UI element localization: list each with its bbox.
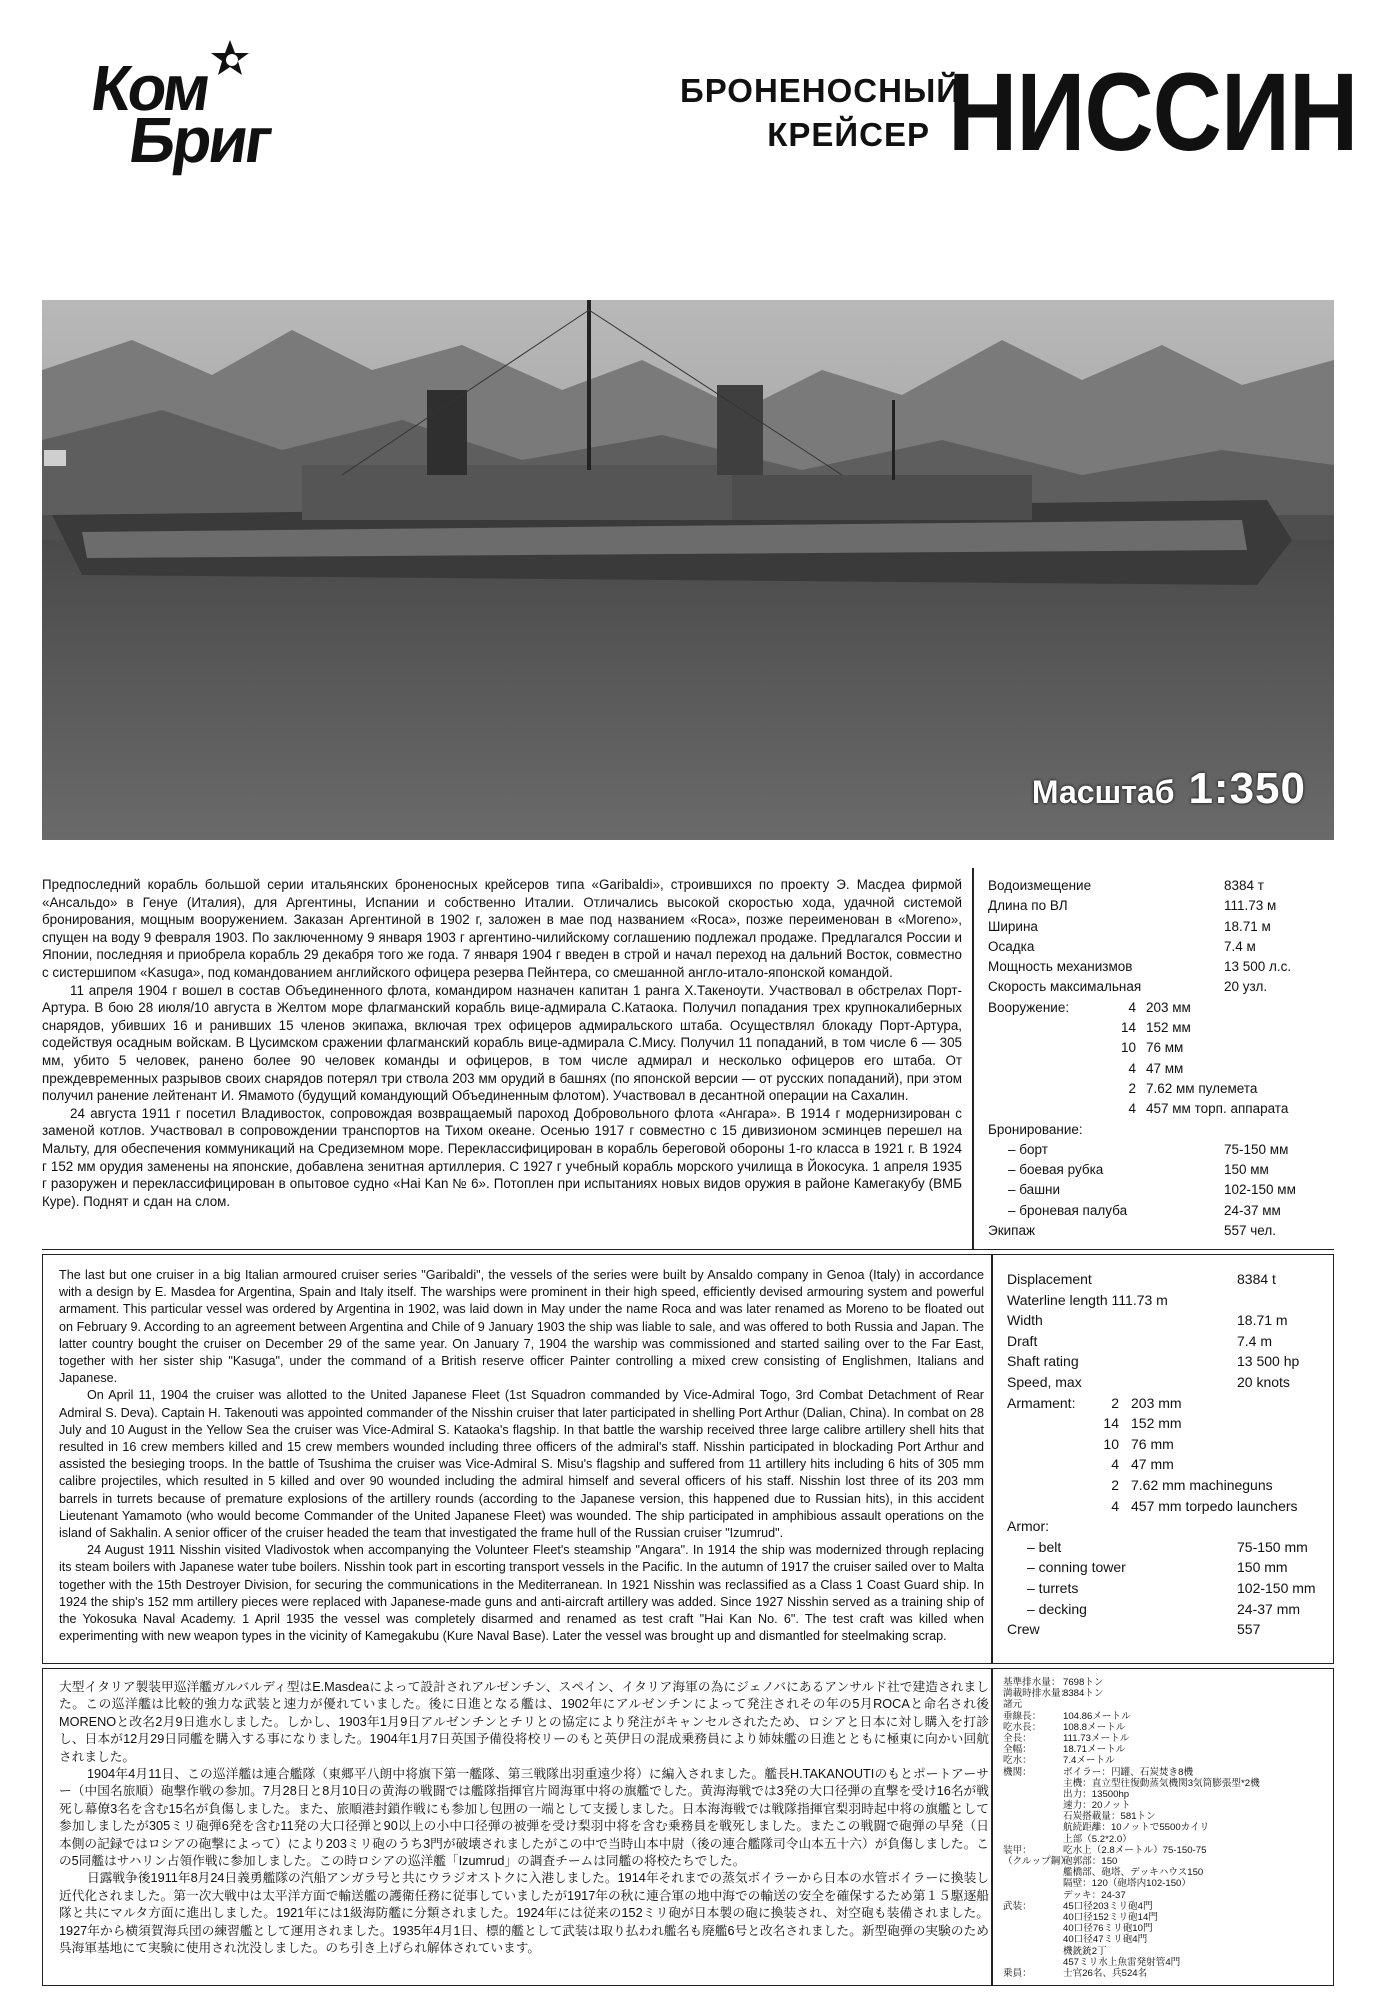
armor-heading-row xyxy=(1007,1516,1327,1537)
spec-row xyxy=(1003,1912,1323,1923)
armament-qty: 4 xyxy=(1128,1060,1136,1076)
japanese-history-text xyxy=(59,1679,989,1958)
armament-desc: 203 мм xyxy=(1146,999,1191,1015)
armament-qty: 2 xyxy=(1128,1080,1136,1096)
armor-value: 24-37 мм xyxy=(1224,1202,1281,1218)
spec-row xyxy=(988,977,1328,997)
spec-label: 武装： xyxy=(1003,1900,1032,1912)
armament-desc: 7.62 mm machineguns xyxy=(1131,1476,1273,1493)
armament-desc: 152 mm xyxy=(1131,1415,1182,1432)
spec-row xyxy=(988,876,1328,896)
spec-label: Водоизмещение xyxy=(988,878,1092,893)
armor-part: – башни xyxy=(1008,1182,1061,1198)
spec-value: 18.71 м xyxy=(1224,918,1271,934)
spec-row xyxy=(1003,1789,1323,1800)
spec-row xyxy=(1003,1744,1323,1755)
armament-row xyxy=(1007,1393,1327,1414)
crew-value: 557 чел. xyxy=(1224,1223,1276,1239)
english-history-text xyxy=(59,1267,984,1645)
armament-qty: 4 xyxy=(1111,1456,1119,1473)
spec-row xyxy=(1003,1901,1323,1912)
spec-row xyxy=(1003,1699,1323,1710)
spec-row xyxy=(1003,1934,1323,1945)
spec-label: 装甲： xyxy=(1003,1844,1032,1856)
armor-row xyxy=(1007,1578,1327,1599)
spec-label: 吃水： xyxy=(1003,1755,1032,1767)
armament-qty: 10 xyxy=(1120,1040,1136,1056)
ship-name-title: НИССИН xyxy=(948,51,1358,175)
armament-row xyxy=(988,1059,1328,1079)
spec-label: （クルップ鋼） xyxy=(1003,1856,1070,1867)
armament-row xyxy=(1007,1434,1327,1455)
spec-row xyxy=(1003,1845,1323,1856)
ship-type-line1: БРОНЕНОСНЫЙ xyxy=(680,72,961,109)
spec-label: Draft xyxy=(1007,1332,1038,1349)
spec-value: 18.71 m xyxy=(1237,1312,1288,1329)
spec-label: 満載時排水量： xyxy=(1003,1688,1071,1700)
spec-value: 18.71メートル xyxy=(1063,1744,1126,1756)
spec-row xyxy=(1003,1711,1323,1722)
scale-text: Масштаб xyxy=(1031,774,1175,810)
armament-desc: 203 mm xyxy=(1131,1394,1182,1411)
spec-label: 全長： xyxy=(1003,1732,1032,1744)
spec-value: 石炭搭載量：581トン xyxy=(1063,1811,1156,1823)
armament-desc: 457 mm torpedo launchers xyxy=(1131,1497,1298,1514)
armor-row xyxy=(988,1160,1328,1180)
armament-desc: 47 мм xyxy=(1146,1060,1184,1076)
armor-row xyxy=(988,1140,1328,1160)
spec-row xyxy=(1003,1946,1323,1957)
logo-text-line2: Бриг xyxy=(124,104,275,176)
spec-value: 40口径47ミリ砲4門 xyxy=(1063,1934,1148,1946)
spec-value: 7698トン xyxy=(1063,1677,1104,1688)
spec-row xyxy=(1003,1890,1323,1901)
spec-label: Длина по ВЛ xyxy=(988,898,1068,914)
spec-value: 13 500 л.с. xyxy=(1224,959,1292,975)
armor-part: – conning tower xyxy=(1027,1559,1126,1576)
spec-label: 機関： xyxy=(1003,1766,1032,1778)
spec-row xyxy=(1003,1968,1323,1979)
ship-type-line2: КРЕЙСЕР xyxy=(767,116,930,153)
armor-value: 24-37 mm xyxy=(1237,1600,1301,1617)
spec-value: 40口径76ミリ砲10門 xyxy=(1063,1923,1153,1935)
spec-label: Shaft rating xyxy=(1007,1353,1079,1370)
spec-row xyxy=(1007,1372,1327,1393)
spec-label: Осадка xyxy=(988,938,1035,954)
crew-label: Экипаж xyxy=(988,1223,1035,1239)
russian-specs-table xyxy=(988,876,1328,1241)
armor-value: 150 mm xyxy=(1237,1559,1288,1576)
paragraph: 24 August 1911 Nisshin visited Vladivostok when accompanying the Volunteer Fleet's steamship "Angara". In 1914 the ship was modernized through replacing its steam boilers with Japanese water tube boilers. Nisshin took part in escorting transport vessels in the Pacific. In the autumn of 1917 the cruiser sailed over to Malta together with the 15th Destroyer Division, for securing the communications in the Mediterranean. In 1921 Nisshin was reclassified as a Class 1 Coast Guard ship. In 1924 the ship's 152 mm artillery pieces were replaced with Japanese-made guns and anti-aircraft artillery was added. Since 1927 Nisshin served as a training ship of the Yokosuka Naval Academy. 1 April 1935 the vessel was completely disarmed and renamed as test craft "Hai Kan No. 6". The test craft was killed when experimenting with new weapon types in the vicinity of Kamegakubu (Kure Naval Base). Later the vessel was brought up and dismantled for steelmaking scrap. xyxy=(59,1543,984,1644)
japanese-section xyxy=(42,1668,1334,1986)
paragraph: 1904年4月11日、この巡洋艦は連合艦隊（東郷平八朗中将旗下第一艦隊、第三戦隊出羽重遠少将）に編入されました。艦長H.TAKANOUTIのもとポートアーサー（中国名旅順）砲撃作戦の参加。7月28日と8月10日の黄海の戦闘では艦隊指揮官片岡海軍中将の旗艦でした。黄海海戦では3発の大口径弾の直撃を受け16名が戦死し幕僚3名を含む15名が負傷しました。また、旅順港封鎖作戦にも参加し包囲の一端として支援しました。日本海海戦では戦隊指揮官梨羽時起中将の旗艦として参加しましたが305ミリ砲弾6発を含む11発の大口径弾と90以上の小中口径弾の被弾を受け梨羽中将を含む乗務員を戦死しました。またこの戦闘で砲弾の早発（日本側の記録ではロシアの砲撃によって）により203ミリ砲のうち3門が破壊されましたがこの中で当時山本中尉（後の連合艦隊司令山本五十六）が負傷しました。この5同艦はサハリン占領作戦に参加しました。この時ロシアの巡洋艦「Izumrud」の調査チームは同艦の将校たちでした。 xyxy=(59,1767,989,1869)
spec-value: 艦橋部、砲塔、デッキハウス150 xyxy=(1063,1867,1204,1879)
spec-value: 上部（5.2*2.0） xyxy=(1063,1833,1132,1845)
spec-row xyxy=(1003,1923,1323,1934)
spec-row xyxy=(1007,1351,1327,1372)
spec-value: ボイラー：円罐、石炭焚き8機 xyxy=(1063,1766,1194,1778)
spec-row xyxy=(1003,1878,1323,1889)
armament-desc: 457 мм торп. аппарата xyxy=(1146,1101,1289,1117)
paragraph: Предпоследний корабль большой серии итальянских броненосных крейсеров типа «Garibaldi», строившихся по проекту Э. Масдеа фирмой «Ансальдо» в Генуе (Италия), для Аргентины, Испании и собственно Италии. Отличались высокой скоростью хода, удачной системой бронирования, мощным вооружением. Заказан Аргентиной в 1902 г, заложен в мае под названием «Roca», позже переименован в «Moreno», спущен на воду 9 февраля 1903. По заключенному 9 января 1903 г аргентино-чилийскому соглашению подлежал продаже. Предлагался России и Японии, последняя и приобрела корабль 29 декабря того же года. 7 января 1904 г введен в строй и начал переход на дальний Восток, совместно с систершипом «Kasuga», под командованием английского офицера резерва Пейнтера, со смешанной англо-итало-японской командой. xyxy=(42,877,962,980)
spec-value: 20 узл. xyxy=(1224,979,1268,995)
armor-part: – turrets xyxy=(1027,1579,1079,1596)
spec-value: 7.4 м xyxy=(1224,938,1256,954)
spec-label: 乗員： xyxy=(1003,1967,1032,1979)
armor-part: – belt xyxy=(1027,1538,1062,1555)
armament-qty: 4 xyxy=(1128,999,1136,1015)
russian-section xyxy=(42,868,1334,1250)
armament-row xyxy=(988,1099,1328,1119)
armament-row xyxy=(1007,1413,1327,1434)
scale-value: 1:350 xyxy=(1188,764,1306,813)
armament-row xyxy=(988,1018,1328,1038)
armor-row xyxy=(988,1201,1328,1221)
spec-row xyxy=(988,957,1328,977)
column-divider xyxy=(991,1255,993,1663)
spec-row xyxy=(1003,1733,1323,1744)
armor-row xyxy=(1007,1599,1327,1620)
spec-label: Width xyxy=(1007,1312,1043,1329)
paragraph: 大型イタリア製装甲巡洋艦ガルバルディ型はE.Masdeaによって設計されアルゼンチン、スペイン、イタリア海軍の為にジェノバにあるアンサルド社で建造されました。この巡洋艦は比較的強力な武装と速力が優れていました。後に日進となる艦は、1902年にアルゼンチンによって発注されその年の5月ROCAと命名され後MORENOと改名2月9日進水しました。しかし、1903年1月9日アルゼンチンとチリとの協定により発注がキャンセルされたため、ロシアと日本に対し購入を打診し、日本が12月29日同艦を購入する事になりました。1904年1月7日英国予備役将校リーのもと英伊日の混成乗務員により姉妹艦の日進とともに極東に向かい回航されました。 xyxy=(59,1680,989,1764)
scale-label xyxy=(1032,764,1306,814)
armor-part: – броневая палуба xyxy=(1008,1202,1128,1218)
armor-part: – борт xyxy=(1008,1141,1048,1157)
armor-part: – боевая рубка xyxy=(1008,1162,1104,1178)
spec-value: 111.73 м xyxy=(1224,898,1277,914)
column-divider xyxy=(991,1669,993,1985)
armor-row xyxy=(1007,1557,1327,1578)
spec-value: 13 500 hp xyxy=(1237,1353,1300,1370)
armament-qty: 4 xyxy=(1128,1101,1136,1117)
spec-label: Скорость максимальная xyxy=(988,979,1142,995)
spec-value: 隔壁：120（砲塔内102-150） xyxy=(1063,1878,1191,1890)
armament-desc: 76 мм xyxy=(1146,1040,1184,1056)
armor-value: 102-150 мм xyxy=(1224,1182,1296,1198)
spec-row xyxy=(1003,1722,1323,1733)
spec-label: 吃水長： xyxy=(1003,1721,1042,1733)
spec-row xyxy=(1003,1811,1323,1822)
spec-row xyxy=(988,937,1328,957)
armor-value: 75-150 mm xyxy=(1237,1538,1308,1555)
crew-value: 557 xyxy=(1237,1621,1261,1638)
armor-label: Armor: xyxy=(1007,1518,1049,1535)
spec-label: Waterline length 111.73 m xyxy=(1007,1291,1168,1308)
armament-desc: 7.62 мм пулемета xyxy=(1146,1080,1258,1096)
crew-row xyxy=(988,1221,1328,1241)
armament-qty: 14 xyxy=(1120,1020,1136,1036)
ship-photo-illustration xyxy=(42,300,1334,840)
armament-row xyxy=(988,998,1328,1018)
spec-row xyxy=(1007,1269,1327,1290)
spec-label: Speed, max xyxy=(1007,1373,1082,1390)
spec-value: 45口径203ミリ砲4門 xyxy=(1063,1900,1153,1912)
crew-label: Crew xyxy=(1007,1621,1040,1638)
spec-value: 航続距離：10ノットで5500カイリ xyxy=(1063,1822,1210,1834)
spec-label: 垂線長： xyxy=(1003,1710,1042,1722)
spec-value: 7.4メートル xyxy=(1063,1755,1115,1767)
spec-row xyxy=(1007,1331,1327,1352)
armament-row xyxy=(1007,1454,1327,1475)
armor-heading-row xyxy=(988,1120,1328,1140)
paragraph: On April 11, 1904 the cruiser was allotted to the United Japanese Fleet (1st Squadron commanded by Vice-Admiral Togo, 3rd Combat Detachment of Rear Admiral S. Deva). Captain H. Takenouti was appointed commander of the Nisshin cruiser that later participated in shelling Port Arthur (Dalian, China). In combat on 28 July and 10 August in the Yellow Sea the cruiser was Vice-Admiral S. Kataoka's flagship. In that battle the warship received three large calibre artillery shell hits that resulted in 16 crew members killed and 15 crew members wounded including three officers of the admiral's staff. Nisshin participated in blockading Port Arthur and assisted the besieging troops. In the battle of Tsushima the cruiser was Vice-Admiral S. Misu's flagship and suffered from 11 artillery hits including 6 hits of 305 mm calibre projectiles, which resulted in 5 killed and over 90 wounded including the admiral himself and several officers of his staff. Nisshin lost three of its 203 mm barrels in turrets because of premature explosions of the artillery rounds (according to the Japanese version, this happened due to Russian hits), in this accident Lieutenant Yamamoto (who would become Commander of the United Japanese Fleet) was wounded. The ship participated in amphibious assault operations on the island of Sakhalin. A senior officer of the cruiser headed the team that investigated the frame hull of the Russian cruiser "Izumrud". xyxy=(59,1388,984,1541)
spec-value: 砲郭部：150 xyxy=(1063,1856,1118,1867)
spec-value: 8384 т xyxy=(1224,878,1264,893)
english-specs-table xyxy=(1007,1269,1327,1640)
spec-value: 457ミリ水上魚雷発射管4門 xyxy=(1063,1956,1181,1968)
paragraph: 11 апреля 1904 г вошел в состав Объединенного флота, командиром назначен капитан 1 ранга Х.Такеноути. Участвовал в обстрелах Порт-Артура. В бою 28 июля/10 августа в Желтом море флагманский корабль вице-адмирала С.Катаока. Получил попадания трех крупнокалиберных снарядов, убивших 16 и ранивших 15 членов экипажа, включая трех офицеров адмиральского штаба. Осуществлял блокаду Порт-Артура, содействуя осадным войскам. В Цусимском сражении флагманский корабль вице-адмирала С.Мису. Получил 11 попаданий, в том числе 6 — 305 мм, убито 5 человек, ранено более 90 человек команды и офицеров, в том числе адмирал и несколько офицеров его штаба. От преждевременных разрывов своих снарядов потерял три ствола 203 мм орудий в башнях (по японской версии — от русских попаданий), при этом получил ранение лейтенант И. Ямамото (будущий командующий Объединенным флотом). Участвовал в десантной операции на Сахалин. xyxy=(42,982,962,1104)
spec-label: Displacement xyxy=(1007,1271,1092,1287)
spec-value: 40口径152ミリ砲14門 xyxy=(1063,1911,1158,1923)
spec-value: 111.73メートル xyxy=(1063,1732,1130,1744)
spec-value: 吃水上（2.8メートル）75-150-75 xyxy=(1063,1844,1207,1856)
spec-value: デッキ：24-37 xyxy=(1063,1889,1126,1901)
spec-row xyxy=(1003,1867,1323,1878)
ship-photo xyxy=(42,300,1334,840)
spec-value: 8384 t xyxy=(1237,1271,1276,1287)
armor-value: 102-150 mm xyxy=(1237,1579,1316,1596)
spec-value: 104.86メートル xyxy=(1063,1710,1131,1722)
brand-logo xyxy=(86,38,275,176)
spec-row xyxy=(1007,1290,1327,1311)
spec-value: 速力：20ノット xyxy=(1063,1800,1131,1812)
spec-value: 機銃銃2丁 xyxy=(1063,1945,1107,1957)
spec-value: 7.4 m xyxy=(1237,1332,1273,1349)
japanese-specs-table xyxy=(1003,1677,1323,1979)
spec-row xyxy=(1003,1834,1323,1845)
spec-row xyxy=(1003,1677,1323,1688)
armament-row xyxy=(1007,1496,1327,1517)
logo-text-line1: Ком xyxy=(86,52,213,124)
crew-row xyxy=(1007,1619,1327,1640)
armament-qty: 10 xyxy=(1103,1435,1119,1452)
paragraph: 24 августа 1911 г посетил Владивосток, сопровождая возвращаемый пароход Добровольного флота «Ангара». В 1914 г модернизирован с заменой котлов. Участвовал в сопровождении транспортов на Тихом океане. Осенью 1917 г совместно с 15 дивизионом эсминцев перешел на Мальту, для обеспечения коммуникаций на Средиземном море. Переклассифицирован в корабль береговой обороны 1-го класса в 1921 г. В 1924 г 152 мм орудия заменены на японские, добавлена зенитная артиллерия. С 1927 г учебный корабль морского училища в Йокосука. 1 апреля 1935 г разоружен и переклассифицирован в опытовое судно «Hai Kan № 6». Потоплен при испытаниях новых видов оружия в районе Камегакубу (ВМБ Куре). Поднят и сдан на слом. xyxy=(42,1105,962,1209)
spec-row xyxy=(1003,1822,1323,1833)
armament-qty: 4 xyxy=(1111,1497,1119,1514)
armament-row xyxy=(988,1079,1328,1099)
armament-qty: 2 xyxy=(1111,1476,1119,1493)
armament-qty: 2 xyxy=(1111,1394,1119,1411)
armament-desc: 47 mm xyxy=(1131,1456,1174,1473)
armament-desc: 152 мм xyxy=(1146,1020,1191,1036)
spec-value: 主機：直立型往復動蒸気機関3気筒膨張型*2機 xyxy=(1063,1777,1260,1789)
armor-label: Бронирование: xyxy=(988,1121,1083,1137)
spec-row xyxy=(1003,1957,1323,1968)
spec-value: 士官26名、兵524名 xyxy=(1063,1967,1148,1979)
spec-row xyxy=(1007,1310,1327,1331)
spec-row xyxy=(1003,1767,1323,1778)
spec-label: Мощность механизмов xyxy=(988,959,1133,975)
armament-row xyxy=(988,1038,1328,1058)
spec-value: 20 knots xyxy=(1237,1373,1290,1390)
spec-value: 108.8メートル xyxy=(1063,1721,1126,1733)
armament-row xyxy=(1007,1475,1327,1496)
spec-value: 出力：13500hp xyxy=(1063,1788,1130,1800)
spec-label: 全幅： xyxy=(1003,1744,1032,1756)
spec-row xyxy=(1003,1800,1323,1811)
spec-label: 諸元 xyxy=(1003,1699,1023,1711)
armor-row xyxy=(988,1180,1328,1200)
paragraph: The last but one cruiser in a big Italian armoured cruiser series "Garibaldi", the vessels of the series were built by Ansaldo company in Genoa (Italy) in accordance with a design by E. Masdea for Argentina, Spain and Italy itself. The warships were prominent in their high speed, efficiently devised armouring system and powerful armament. This particular vessel was ordered by Argentina in 1902, was laid down in May under the name Roca and was later renamed as Moreno to be floated out on February 9. According to an agreement between Argentina and Chile of 9 January 1903 the ship was liable to sale, and was offered to both Russia and Japan. The latter country bought the cruiser on December 29 of the same year. On January 7, 1904 the warship was commissioned and started sailing over to the Far East, together with her sister ship "Kasuga", under the command of a British reserve officer Painter controlling a mixed crew consisting of Englishmen, Italians and Japanese. xyxy=(59,1268,984,1386)
spec-value: 8384トン xyxy=(1063,1688,1104,1700)
spec-label: 基準排水量： xyxy=(1003,1677,1061,1688)
russian-history-text xyxy=(42,876,962,1210)
armament-label: Вооружение: xyxy=(988,999,1070,1015)
spec-row xyxy=(988,917,1328,937)
armor-value: 150 мм xyxy=(1224,1162,1269,1178)
spec-row xyxy=(1003,1688,1323,1699)
armament-qty: 14 xyxy=(1103,1415,1119,1432)
spec-row xyxy=(1003,1778,1323,1789)
paragraph: 日露戦争後1911年8月24日義勇艦隊の汽船アンガラ号と共にウラジオストクに入港しました。1914年それまでの蒸気ボイラーから日本の水管ボイラーに換装し近代化されました。第一次大戦中は太平洋方面で輸送艦の護衛任務に従事していましたが1917年の秋に連合軍の地中海での輸送の安全を確保するため第１５駆逐船隊と共にマルタ方面に進出しました。1921年には1級海防艦に分類されました。1924年には従来の152ミリ砲が日本製の砲に換装され、対空砲も装備されました。1927年から横須賀海兵団の練習艦として運用されました。1935年4月1日、標的艦として武装は取り払われ艦名も廃艦6号と改名されました。新型砲弾の実験のため呉海軍基地にて実験に使用され沈没しました。のち引き上げられ解体されています。 xyxy=(59,1871,989,1956)
spec-row xyxy=(1003,1755,1323,1766)
spec-label: Ширина xyxy=(988,918,1038,934)
spec-row xyxy=(988,896,1328,916)
armor-value: 75-150 мм xyxy=(1224,1141,1289,1157)
column-divider xyxy=(972,868,974,1250)
armor-row xyxy=(1007,1537,1327,1558)
armament-label: Armament: xyxy=(1007,1394,1076,1411)
spec-row xyxy=(1003,1856,1323,1867)
english-section xyxy=(42,1254,1334,1664)
armor-part: – decking xyxy=(1027,1600,1087,1617)
armament-desc: 76 mm xyxy=(1131,1435,1174,1452)
star-emblem-icon xyxy=(210,38,250,78)
